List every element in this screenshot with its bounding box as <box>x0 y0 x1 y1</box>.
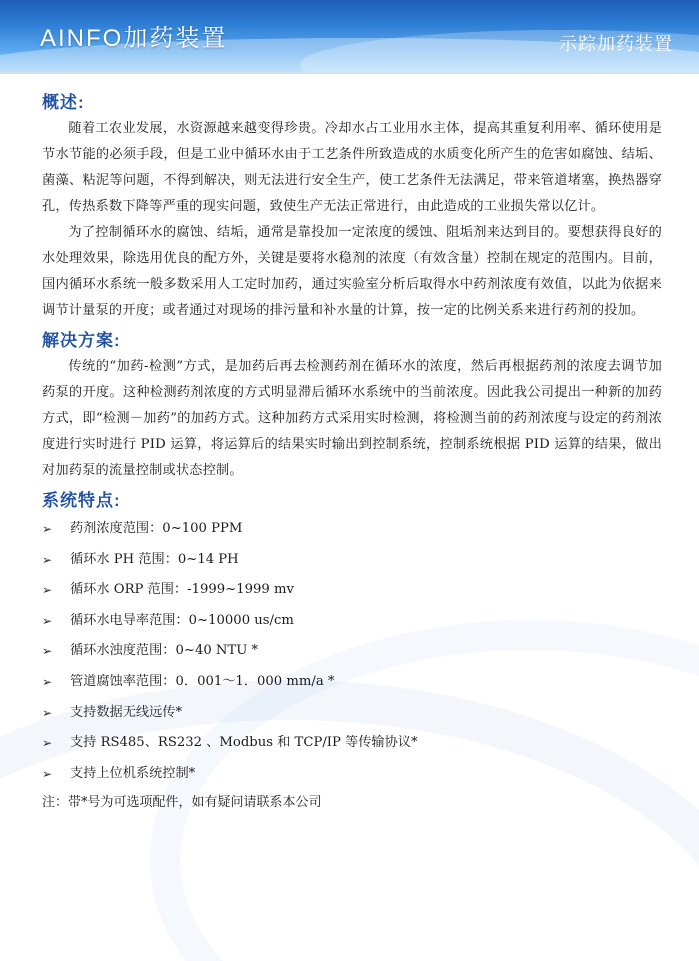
feature-text: 管道腐蚀率范围：0．001～1．000 mm/a * <box>70 673 335 689</box>
feature-text: 循环水浊度范围：0~40 NTU * <box>70 643 259 659</box>
header-divider <box>0 72 699 74</box>
arrow-bullet-icon: ➢ <box>42 522 53 536</box>
footnote: 注：带*号为可选项配件，如有疑问请联系本公司 <box>42 795 322 811</box>
overview-paragraph-2: 为了控制循环水的腐蚀、结垢，通常是靠投加一定浓度的缓蚀、阻垢剂来达到目的。要想获得良好的水处理效果，除选用优良的配方外，关键是要将水稳剂的浓度（有效含量）控制在规定的范围内。目前，国内循环水系统一般多数采用人工定时加药，通过实验室分析后取得水中药剂浓度有效值，以此为依据来调节计量泵的开度；或者通过对现场的排污量和补水量的计算，按一定的比例关系来进行药剂的投加。 <box>42 225 662 318</box>
arrow-bullet-icon: ➢ <box>42 736 53 751</box>
arrow-bullet-icon: ➢ <box>42 644 53 659</box>
feature-text: 药剂浓度范围：0~100 PPM <box>70 521 243 536</box>
solution-paragraph: 传统的“加药-检测”方式，是加药后再去检测药剂在循环水的浓度，然后再根据药剂的浓度去调节加药泵的开度。这种检测药剂浓度的方式明显滞后循环水系统中的当前浓度。因此我公司提出一种新的加药方式，即“检测－加药”的加药方式。这种加药方式采用实时检测，将检测当前的药剂浓度与设定的药剂浓度进行实时进行 PID 运算，将运算后的结果实时输出到控制系统，控制系统根据 PID 运算的结果，做出对加药泵的流量控制或状态控制。 <box>42 359 662 478</box>
arrow-bullet-icon: ➢ <box>42 552 53 567</box>
feature-text: 支持 RS485、RS232 、Modbus 和 TCP/IP 等传输协议* <box>70 735 418 751</box>
feature-text: 循环水 ORP 范围：-1999~1999 mv <box>70 582 294 598</box>
page-header <box>0 0 699 72</box>
list-item <box>42 545 662 576</box>
document-title: 示踪加药装置 <box>559 34 673 54</box>
features-heading: 系统特点: <box>42 491 121 510</box>
arrow-bullet-icon: ➢ <box>42 705 53 720</box>
list-item <box>42 575 662 606</box>
list-item <box>42 606 662 637</box>
list-item <box>42 667 662 698</box>
list-item <box>42 728 662 759</box>
arrow-bullet-icon: ➢ <box>42 583 53 598</box>
arrow-bullet-icon: ➢ <box>42 674 53 689</box>
document-body <box>42 90 662 810</box>
feature-list <box>42 514 662 789</box>
list-item <box>42 759 662 790</box>
list-item <box>42 514 662 545</box>
feature-text: 循环水 PH 范围：0~14 PH <box>70 551 239 567</box>
overview-heading: 概述: <box>42 93 85 112</box>
brand-title: AINFO加药装置 <box>40 25 228 52</box>
list-item <box>42 698 662 729</box>
feature-text: 支持上位机系统控制* <box>70 765 196 781</box>
list-item <box>42 636 662 667</box>
feature-text: 支持数据无线远传* <box>70 704 183 720</box>
feature-text: 循环水电导率范围：0~10000 us/cm <box>70 612 294 628</box>
arrow-bullet-icon: ➢ <box>42 613 53 628</box>
solution-heading: 解决方案: <box>42 331 121 350</box>
overview-paragraph-1: 随着工农业发展，水资源越来越变得珍贵。冷却水占工业用水主体，提高其重复利用率、循环使用是节水节能的必须手段，但是工业中循环水由于工艺条件所致造成的水质变化所产生的危害如腐蚀、结垢、菌藻、粘泥等问题，不得到解决，则无法进行安全生产，使工艺条件无法满足，带来管道堵塞，换热器穿孔，传热系数下降等严重的现实问题，致使生产无法正常进行，由此造成的工业损失常以亿计。 <box>42 121 662 214</box>
arrow-bullet-icon: ➢ <box>42 766 53 781</box>
